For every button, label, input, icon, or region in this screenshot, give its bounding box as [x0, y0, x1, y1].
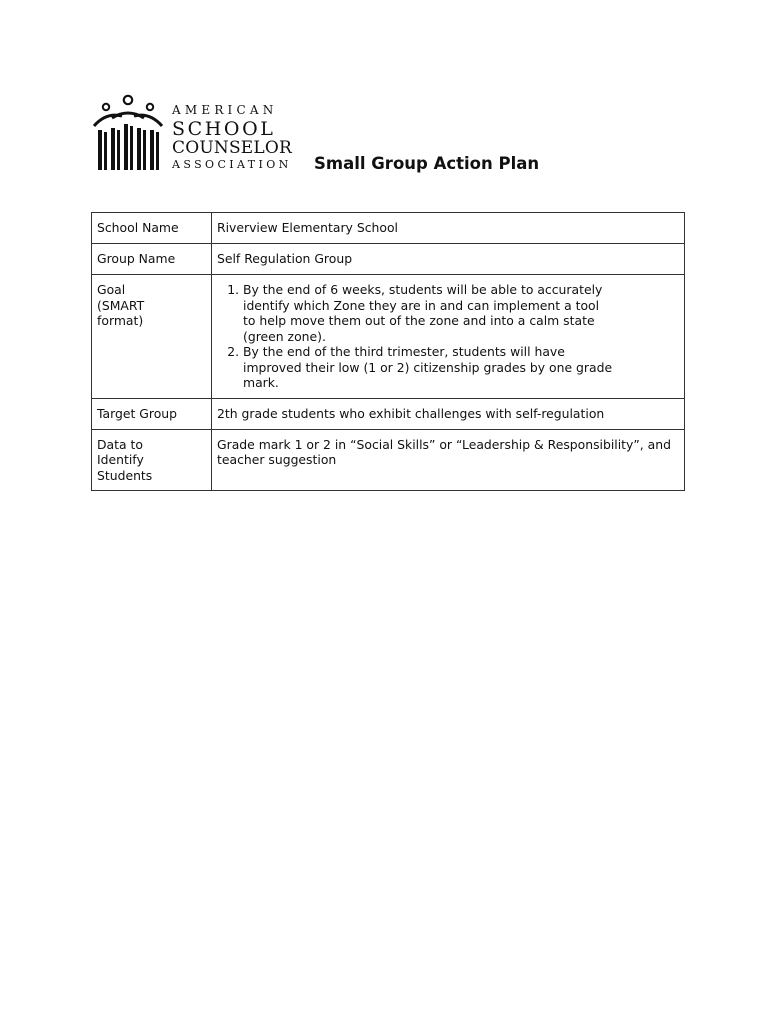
page-title: Small Group Action Plan	[314, 154, 540, 173]
document-header	[92, 92, 692, 182]
asca-logo-icon	[92, 94, 164, 174]
row-label: Goal (SMART format)	[92, 275, 212, 399]
logo-word-american: AMERICAN	[172, 103, 278, 117]
logo-word-school: SCHOOL	[172, 118, 276, 140]
row-label: Group Name	[92, 244, 212, 275]
row-value: Riverview Elementary School	[212, 213, 685, 244]
table-row	[92, 398, 685, 429]
asca-logo-wordmark	[172, 104, 292, 173]
row-label: Data to Identify Students	[92, 429, 212, 491]
table-row	[92, 244, 685, 275]
goal-item: 1. By the end of 6 weeks, students will be able to accurately identify which Zone they are in and can implement a tool to help move them out of the zone and into a calm state (green zone).	[243, 282, 679, 344]
goal-item: 2. By the end of the third trimester, students will have improved their low (1 or 2) citizenship grades by one grade mark.	[243, 344, 679, 391]
row-value: 2th grade students who exhibit challenges with self-regulation	[212, 398, 685, 429]
logo-word-association: ASSOCIATION	[172, 158, 292, 171]
row-label: Target Group	[92, 398, 212, 429]
action-plan-table	[91, 212, 685, 491]
goal-list-cell	[212, 275, 685, 399]
table-row	[92, 275, 685, 399]
goal-list	[217, 282, 679, 391]
row-label: School Name	[92, 213, 212, 244]
logo-word-counselor: COUNSELOR	[172, 138, 293, 158]
table-row	[92, 429, 685, 491]
row-value: Self Regulation Group	[212, 244, 685, 275]
table-row	[92, 213, 685, 244]
row-value: Grade mark 1 or 2 in “Social Skills” or “Leadership & Responsibility”, and teacher suggestion	[212, 429, 685, 491]
